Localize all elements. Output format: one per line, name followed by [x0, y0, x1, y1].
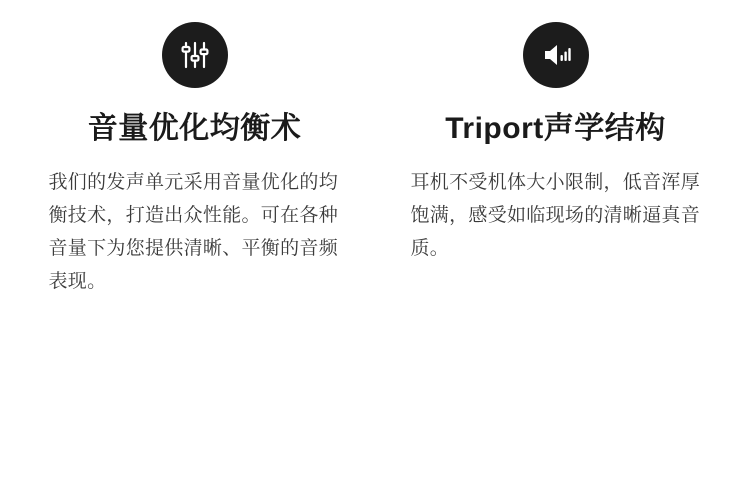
feature-description: 耳机不受机体大小限制，低音浑厚饱满，感受如临现场的清晰逼真音质。: [410, 171, 701, 259]
equalizer-sliders-icon: [162, 22, 228, 88]
feature-card-triport-acoustic: [375, 22, 750, 488]
feature-title: 音量优化均衡术: [87, 112, 302, 145]
speaker-volume-icon: [523, 22, 589, 88]
feature-description: 我们的发声单元采用音量优化的均衡技术，打造出众性能。可在各种音量下为您提供清晰、平衡的音频表现。: [48, 171, 339, 293]
feature-title: Triport声学结构: [445, 112, 666, 145]
feature-card-volume-optimization: [0, 22, 375, 488]
